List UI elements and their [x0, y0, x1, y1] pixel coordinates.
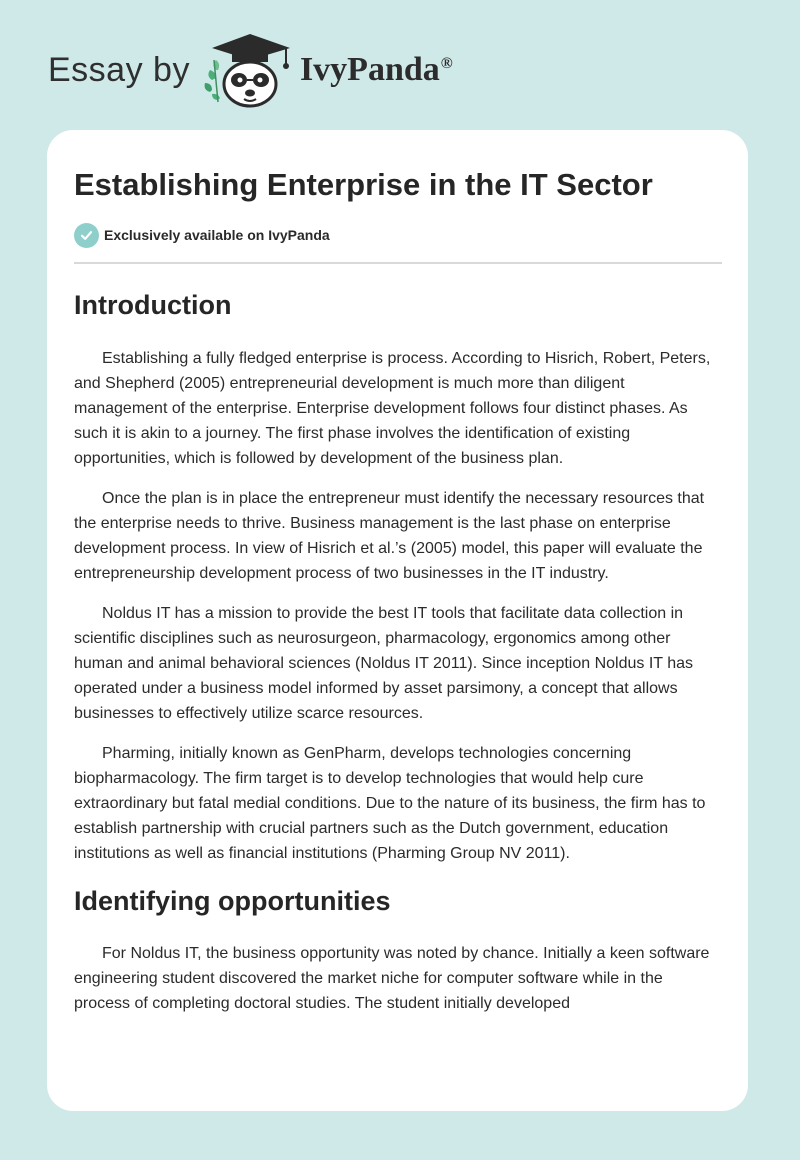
paragraph: Noldus IT has a mission to provide the best IT tools that facilitate data collection in scientific disciplines such as neurosurgeon, pharmacology, ergonomics among other human and animal behavioral sciences (Noldus IT 2011). Since inception Noldus IT has operated under a business model informed by asset parsimony, a concept that allows businesses to effectively utilize scarce resources.	[74, 605, 694, 722]
page-title: Establishing Enterprise in the IT Sector	[74, 167, 653, 202]
site-header	[48, 30, 453, 110]
essay-card	[47, 130, 748, 1111]
brand-name[interactable]: IvyPanda®	[299, 51, 453, 88]
check-icon	[74, 223, 99, 248]
divider	[74, 262, 722, 264]
paragraph: Once the plan is in place the entrepreneur must identify the necessary resources that the enterprise needs to thrive. Business management is the last phase on enterprise development process. In view of Hisrich et al.’s (2005) model, this paper will evaluate the entrepreneurship development process of two businesses in the IT industry.	[74, 490, 705, 582]
registered-mark: ®	[440, 54, 453, 72]
badge-text: Exclusively available on IvyPanda	[104, 227, 330, 243]
paragraph: For Noldus IT, the business opportunity was noted by chance. Initially a keen software engineering student discovered the market niche for computer software while in the process of completing doctoral studies. The student initially developed	[74, 945, 710, 1012]
section-heading-identifying-opportunities: Identifying opportunities	[74, 886, 391, 916]
essay-by-label: Essay by	[48, 50, 190, 89]
paragraph: Establishing a fully fledged enterprise is process. According to Hisrich, Robert, Peters, and Shepherd (2005) entrepreneurial development is much more than diligent management of the enterprise. Enterprise development follows four distinct phases. As such it is akin to a journey. The first phase involves the identification of existing opportunities, which is followed by development of the business plan.	[74, 350, 711, 467]
exclusive-badge	[74, 222, 722, 248]
section-heading-introduction: Introduction	[74, 290, 232, 320]
paragraph: Pharming, initially known as GenPharm, develops technologies concerning biopharmacology. The firm target is to develop technologies that would help cure extraordinary but fatal medial conditions. Due to the nature of its business, the firm has to establish partnership with crucial partners such as the Dutch government, education institutions as well as financial institutions (Pharming Group NV 2011).	[74, 745, 706, 862]
panda-graduate-icon	[204, 30, 296, 110]
